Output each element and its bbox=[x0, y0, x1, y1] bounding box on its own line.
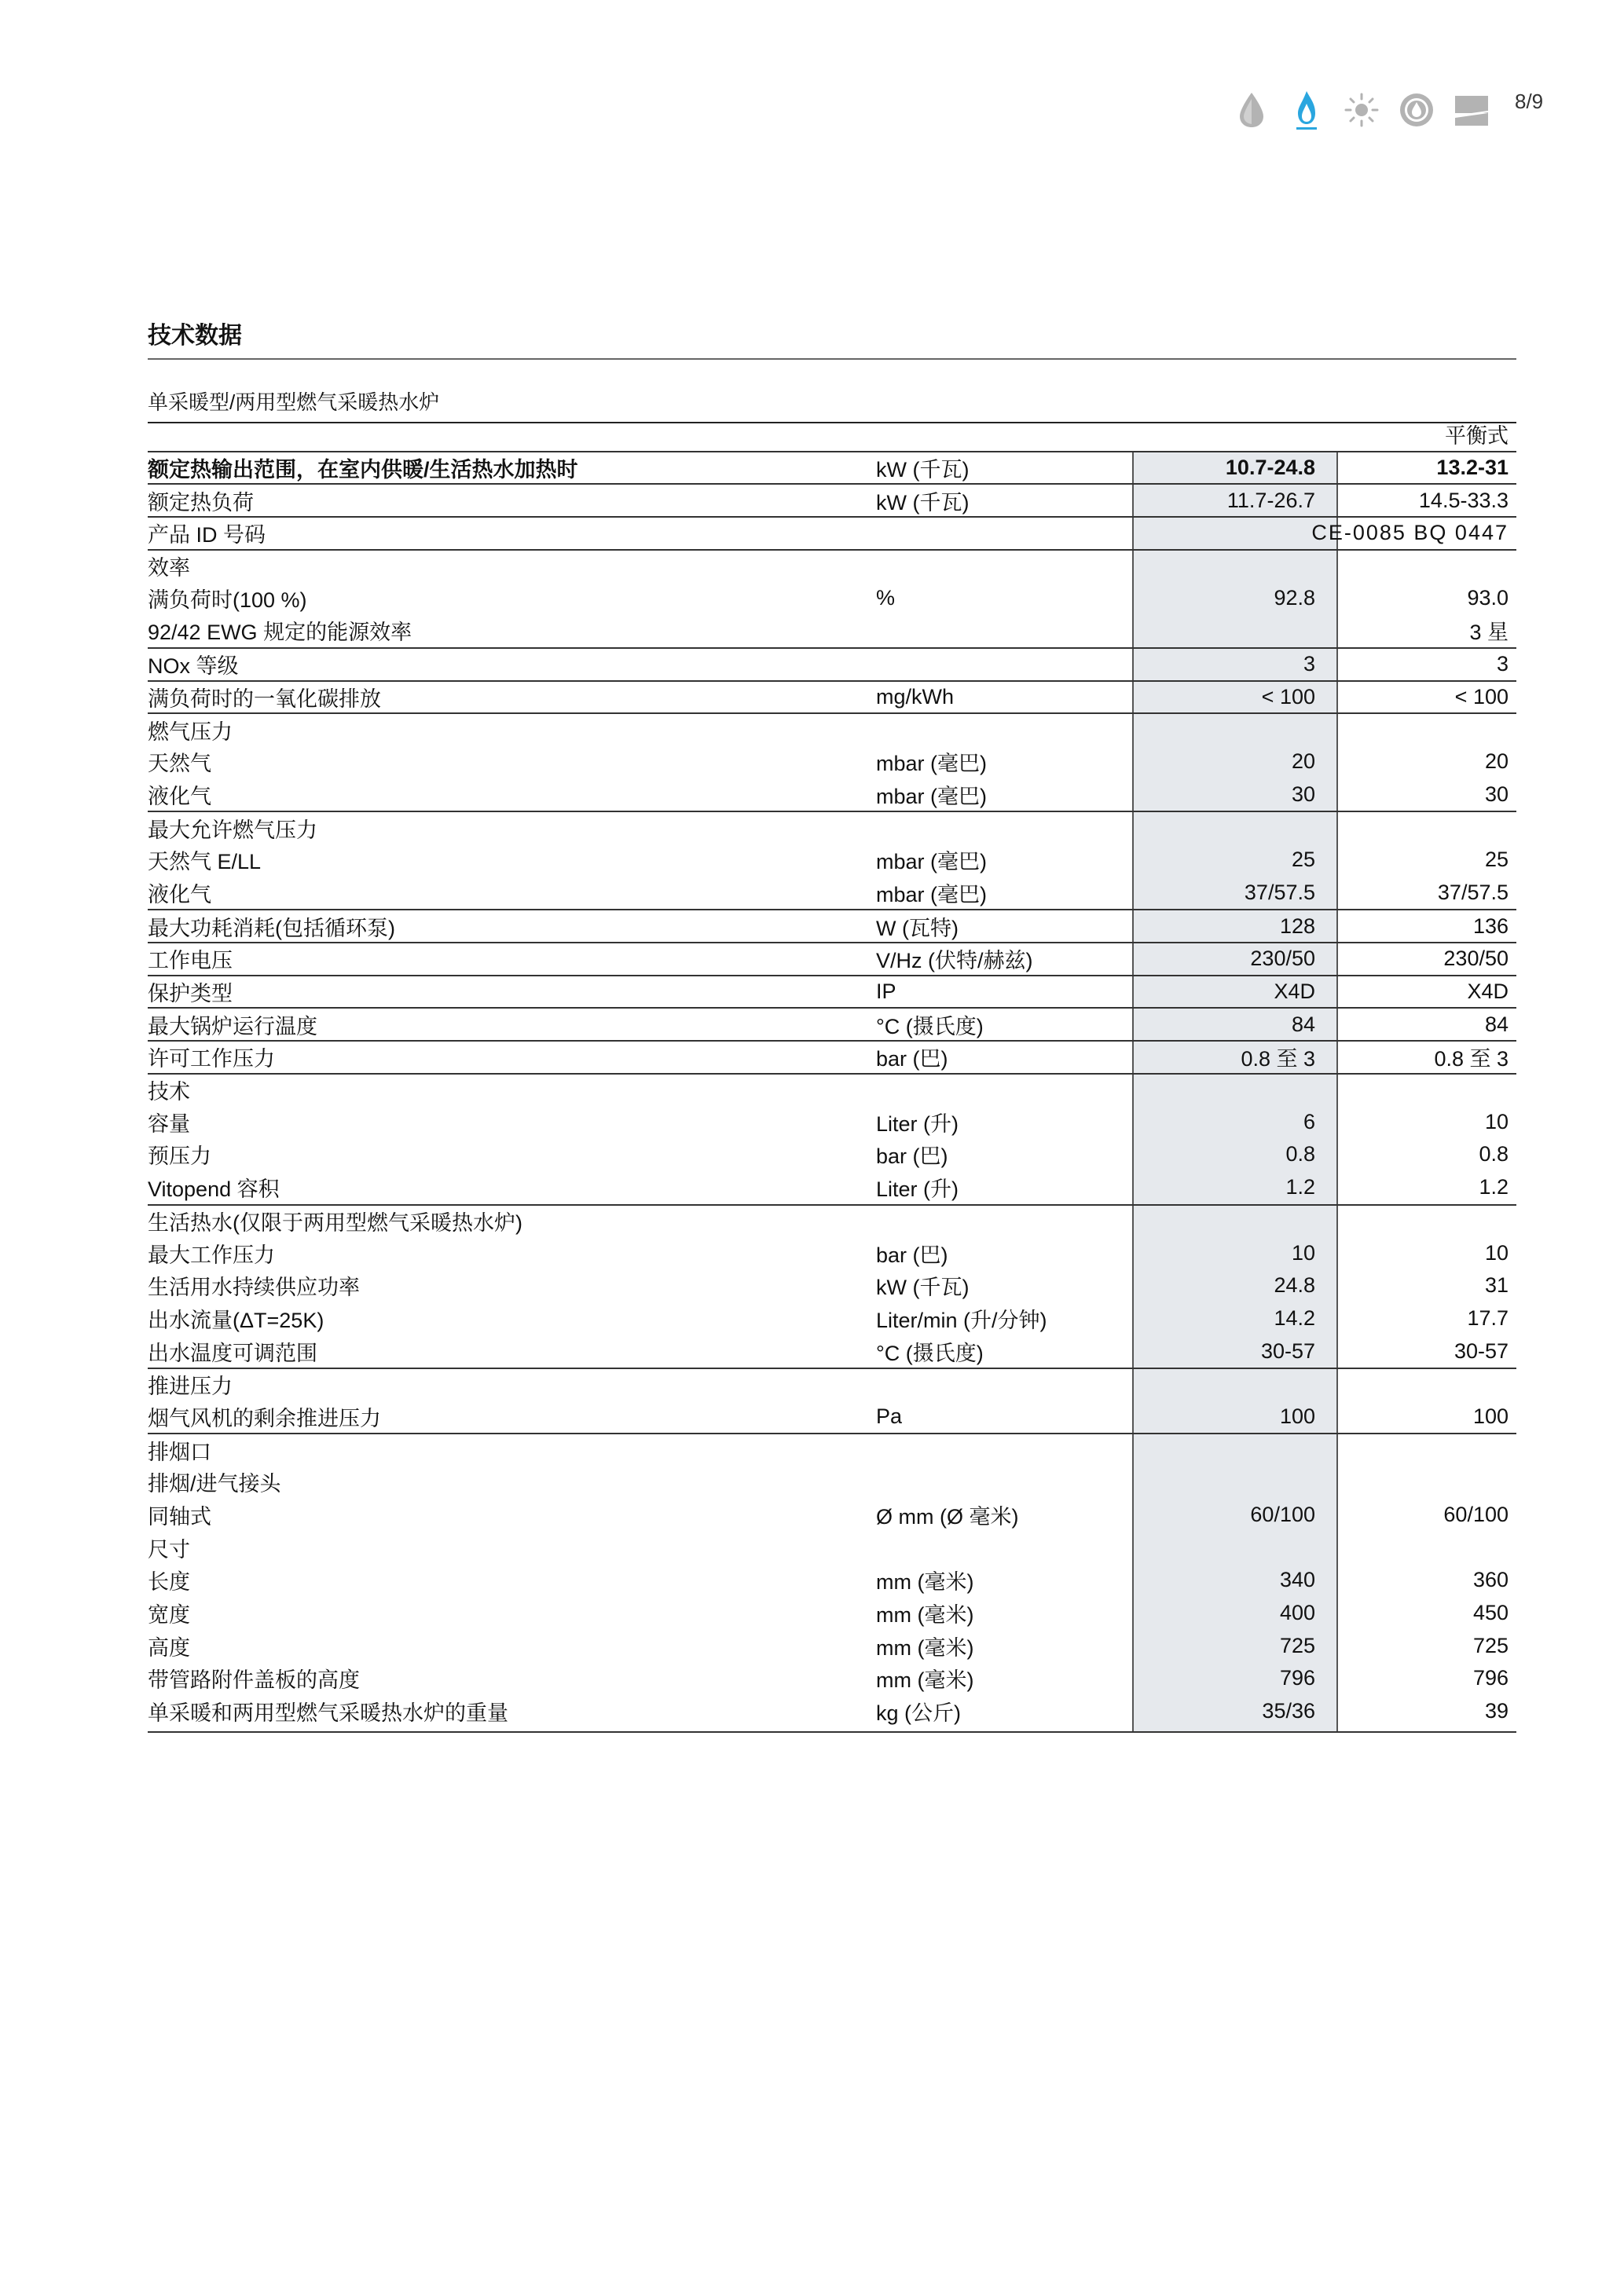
row-unit: Ø mm (Ø 毫米) bbox=[876, 1505, 1019, 1529]
row-unit: mbar (毫巴) bbox=[876, 850, 987, 874]
row-unit: kW (千瓦) bbox=[876, 1276, 970, 1300]
table-row bbox=[148, 1040, 1516, 1073]
table-row bbox=[148, 483, 1516, 516]
row-value-1: 11.7-26.7 bbox=[1226, 488, 1315, 512]
row-value-2: 25 bbox=[1484, 848, 1509, 872]
row-label: Vitopend 容积 bbox=[148, 1177, 280, 1202]
row-value-2: 30 bbox=[1484, 782, 1509, 806]
table-row bbox=[148, 1401, 1516, 1434]
row-label: 出水流量(ΔT=25K) bbox=[148, 1308, 324, 1332]
row-value-1: 10 bbox=[1291, 1240, 1315, 1265]
row-value-1: 796 bbox=[1279, 1666, 1315, 1690]
table-row bbox=[148, 909, 1516, 942]
table-row bbox=[148, 1466, 1516, 1499]
row-value-1: 400 bbox=[1279, 1601, 1315, 1625]
row-unit: kW (千瓦) bbox=[876, 458, 970, 482]
row-value-1: 0.8 bbox=[1285, 1142, 1315, 1166]
row-value-2: X4D bbox=[1467, 980, 1509, 1004]
table-row bbox=[148, 1138, 1516, 1171]
row-value-1: 37/57.5 bbox=[1244, 880, 1315, 904]
row-label: 许可工作压力 bbox=[148, 1047, 275, 1071]
row-label: 出水温度可调范围 bbox=[148, 1341, 317, 1365]
technical-data-table bbox=[148, 418, 1516, 1728]
row-label: 液化气 bbox=[148, 784, 211, 808]
row-value-2: 37/57.5 bbox=[1437, 880, 1509, 904]
row-value-2: 10 bbox=[1484, 1109, 1509, 1133]
table-row bbox=[148, 1629, 1516, 1662]
table-row bbox=[148, 975, 1516, 1008]
table-header-row bbox=[148, 418, 1516, 451]
row-value-1: 1.2 bbox=[1285, 1175, 1315, 1199]
row-value-2: 0.8 至 3 bbox=[1434, 1047, 1509, 1071]
table-row bbox=[148, 877, 1516, 910]
row-unit: bar (巴) bbox=[876, 1144, 948, 1169]
row-label: 容量 bbox=[148, 1111, 190, 1136]
row-value-1: 6 bbox=[1303, 1109, 1315, 1133]
table-row bbox=[148, 1564, 1516, 1597]
row-unit: °C (摄氏度) bbox=[876, 1341, 984, 1365]
table-row bbox=[148, 1105, 1516, 1138]
oil-drop-icon bbox=[1232, 88, 1271, 132]
row-value-1: 84 bbox=[1291, 1012, 1315, 1036]
table-row bbox=[148, 1236, 1516, 1269]
row-value-2: 14.5-33.3 bbox=[1418, 488, 1509, 512]
table-row bbox=[148, 1073, 1516, 1106]
row-value-2: 60/100 bbox=[1443, 1503, 1509, 1527]
row-label: 带管路附件盖板的高度 bbox=[148, 1668, 360, 1693]
product-category-icons bbox=[1232, 88, 1491, 132]
row-label: 尺寸 bbox=[148, 1537, 190, 1562]
table-row bbox=[148, 1007, 1516, 1040]
row-value-1: 30 bbox=[1291, 782, 1315, 806]
table-row bbox=[148, 745, 1516, 778]
row-value-1: 20 bbox=[1291, 749, 1315, 774]
row-value-2: < 100 bbox=[1454, 684, 1509, 709]
row-value-1: 725 bbox=[1279, 1633, 1315, 1657]
row-label: NOx 等级 bbox=[148, 654, 239, 679]
row-value-2: 100 bbox=[1472, 1404, 1509, 1428]
row-value-1: < 100 bbox=[1261, 684, 1315, 709]
row-value-2: 13.2-31 bbox=[1436, 456, 1509, 480]
row-unit: bar (巴) bbox=[876, 1047, 948, 1071]
table-row bbox=[148, 712, 1516, 745]
row-label: 天然气 bbox=[148, 752, 211, 776]
row-label: 满负荷时的一氧化碳排放 bbox=[148, 687, 381, 711]
condensing-boiler-icon bbox=[1397, 88, 1436, 132]
section-title: 技术数据 bbox=[148, 316, 1516, 360]
row-label: 排烟口 bbox=[148, 1440, 211, 1464]
row-value-1: 3 bbox=[1303, 652, 1315, 676]
row-unit: IP bbox=[876, 980, 896, 1004]
row-label: 排烟/进气接头 bbox=[148, 1472, 281, 1496]
row-value-1: 92.8 bbox=[1274, 585, 1315, 610]
row-label: 单采暖和两用型燃气采暖热水炉的重量 bbox=[148, 1701, 508, 1726]
table-bottom-rule bbox=[148, 1731, 1516, 1733]
row-value-2: 3 bbox=[1496, 652, 1509, 676]
row-label: 长度 bbox=[148, 1570, 190, 1595]
row-value-1: 128 bbox=[1279, 914, 1315, 938]
row-value-1: 60/100 bbox=[1250, 1503, 1315, 1527]
row-unit: W (瓦特) bbox=[876, 916, 959, 940]
table-row bbox=[148, 1433, 1516, 1466]
row-value-2: 725 bbox=[1472, 1633, 1509, 1657]
row-unit: mbar (毫巴) bbox=[876, 784, 987, 808]
table-row bbox=[148, 1662, 1516, 1695]
row-value-1: 230/50 bbox=[1250, 947, 1315, 971]
row-unit: °C (摄氏度) bbox=[876, 1014, 984, 1038]
row-unit: mm (毫米) bbox=[876, 1668, 974, 1693]
row-unit: bar (巴) bbox=[876, 1243, 948, 1267]
row-unit: kg (公斤) bbox=[876, 1701, 961, 1726]
row-value-2: 0.8 bbox=[1479, 1142, 1509, 1166]
table-row bbox=[148, 1302, 1516, 1335]
row-value-2: 360 bbox=[1472, 1568, 1509, 1592]
table-row bbox=[148, 1531, 1516, 1564]
row-label: 92/42 EWG 规定的能源效率 bbox=[148, 621, 412, 645]
row-unit: V/Hz (伏特/赫兹) bbox=[876, 949, 1033, 973]
row-value-1: 25 bbox=[1291, 848, 1315, 872]
table-caption: 单采暖型/两用型燃气采暖热水炉 bbox=[148, 386, 1516, 423]
table-row bbox=[148, 1499, 1516, 1532]
table-row bbox=[148, 1368, 1516, 1401]
row-unit: % bbox=[876, 585, 896, 610]
column-header-balanced: 平衡式 bbox=[1445, 424, 1509, 449]
row-unit: Liter (升) bbox=[876, 1177, 959, 1202]
row-label: 推进压力 bbox=[148, 1375, 233, 1399]
row-label: 满负荷时(100 %) bbox=[148, 588, 307, 612]
row-unit: mm (毫米) bbox=[876, 1603, 974, 1628]
row-value-2: 93.0 bbox=[1467, 585, 1509, 610]
row-label: 天然气 E/LL bbox=[148, 850, 262, 874]
row-value-2: 136 bbox=[1472, 914, 1509, 938]
row-label: 最大锅炉运行温度 bbox=[148, 1014, 317, 1038]
row-label: 最大工作压力 bbox=[148, 1243, 275, 1267]
row-unit: mg/kWh bbox=[876, 684, 955, 709]
table-row bbox=[148, 1695, 1516, 1728]
row-value-1: 14.2 bbox=[1274, 1305, 1315, 1330]
row-value-2: 3 星 bbox=[1469, 621, 1509, 645]
row-value-2: 17.7 bbox=[1467, 1305, 1509, 1330]
row-label: 液化气 bbox=[148, 882, 211, 906]
row-label: 最大功耗消耗(包括循环泵) bbox=[148, 916, 395, 940]
row-value-1: 340 bbox=[1279, 1568, 1315, 1592]
table-row bbox=[148, 614, 1516, 647]
row-label: 产品 ID 号码 bbox=[148, 523, 266, 547]
row-label: 效率 bbox=[148, 556, 190, 580]
row-unit: Liter/min (升/分钟) bbox=[876, 1308, 1047, 1332]
row-label: 烟气风机的剩余推进压力 bbox=[148, 1406, 381, 1430]
table-row bbox=[148, 1597, 1516, 1630]
row-value-2: 796 bbox=[1472, 1666, 1509, 1690]
row-unit: mm (毫米) bbox=[876, 1635, 974, 1660]
row-label: 额定热输出范围，在室内供暖/生活热水加热时 bbox=[148, 458, 578, 482]
row-label: 高度 bbox=[148, 1635, 190, 1660]
table-row bbox=[148, 1171, 1516, 1204]
row-value-2: 1.2 bbox=[1479, 1175, 1509, 1199]
table-row bbox=[148, 516, 1516, 549]
row-value-1: 0.8 至 3 bbox=[1241, 1047, 1315, 1071]
row-value-2: 84 bbox=[1484, 1012, 1509, 1036]
heat-pump-icon bbox=[1452, 88, 1491, 132]
row-value-1: 24.8 bbox=[1274, 1273, 1315, 1298]
row-value-2: 10 bbox=[1484, 1240, 1509, 1265]
row-value-1: 10.7-24.8 bbox=[1225, 456, 1315, 480]
row-label: 燃气压力 bbox=[148, 720, 233, 744]
row-value-2: 39 bbox=[1484, 1699, 1509, 1723]
row-value-2: 450 bbox=[1472, 1601, 1509, 1625]
page-number: 8/9 bbox=[1515, 90, 1544, 113]
row-unit: Pa bbox=[876, 1404, 903, 1428]
row-unit: Liter (升) bbox=[876, 1111, 959, 1136]
row-label: 工作电压 bbox=[148, 949, 233, 973]
table-row bbox=[148, 942, 1516, 975]
gas-flame-icon bbox=[1287, 88, 1326, 132]
table-row bbox=[148, 811, 1516, 844]
table-row bbox=[148, 1269, 1516, 1302]
table-row bbox=[148, 451, 1516, 484]
row-unit: mbar (毫巴) bbox=[876, 882, 987, 906]
row-label: 同轴式 bbox=[148, 1505, 211, 1529]
row-label: 额定热负荷 bbox=[148, 490, 254, 514]
table-row bbox=[148, 1204, 1516, 1237]
table-row bbox=[148, 647, 1516, 680]
table-row bbox=[148, 1335, 1516, 1368]
row-label: 技术 bbox=[148, 1080, 190, 1104]
table-row bbox=[148, 778, 1516, 811]
row-value-merged: CE-0085 BQ 0447 bbox=[1311, 521, 1509, 545]
row-label: 生活热水(仅限于两用型燃气采暖热水炉) bbox=[148, 1210, 522, 1235]
row-label: 宽度 bbox=[148, 1603, 190, 1628]
row-label: 生活用水持续供应功率 bbox=[148, 1276, 360, 1300]
row-value-1: 100 bbox=[1279, 1404, 1315, 1428]
row-label: 最大允许燃气压力 bbox=[148, 818, 317, 842]
row-value-2: 230/50 bbox=[1443, 947, 1509, 971]
row-label: 保护类型 bbox=[148, 982, 233, 1006]
row-unit: kW (千瓦) bbox=[876, 490, 970, 514]
row-value-1: 30-57 bbox=[1260, 1338, 1315, 1363]
table-row bbox=[148, 549, 1516, 582]
row-value-2: 20 bbox=[1484, 749, 1509, 774]
row-unit: mbar (毫巴) bbox=[876, 752, 987, 776]
table-row bbox=[148, 581, 1516, 614]
row-value-1: X4D bbox=[1274, 980, 1315, 1004]
row-label: 预压力 bbox=[148, 1144, 211, 1169]
row-unit: mm (毫米) bbox=[876, 1570, 974, 1595]
row-value-1: 35/36 bbox=[1262, 1699, 1315, 1723]
table-row bbox=[148, 680, 1516, 713]
table-row bbox=[148, 844, 1516, 877]
row-value-2: 31 bbox=[1484, 1273, 1509, 1298]
sun-icon bbox=[1342, 88, 1381, 132]
row-value-2: 30-57 bbox=[1454, 1338, 1509, 1363]
